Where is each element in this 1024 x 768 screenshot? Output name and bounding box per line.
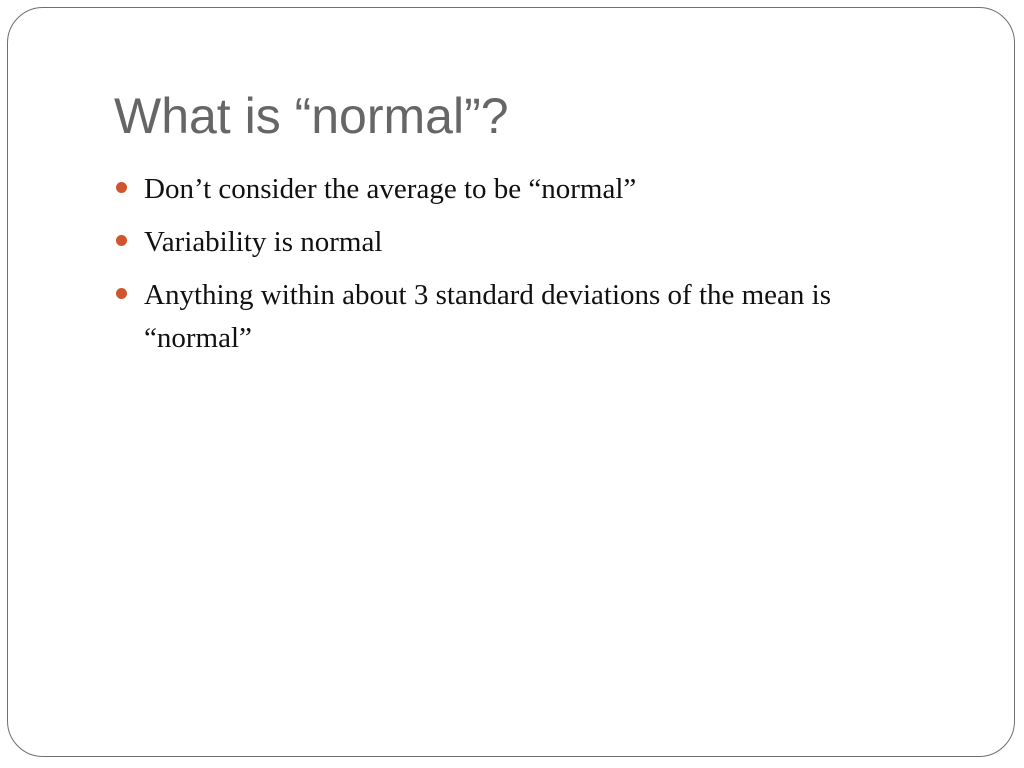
bullet-text: Anything within about 3 standard deviations of the mean is “normal” bbox=[144, 279, 832, 354]
bullet-item-3 bbox=[114, 274, 934, 360]
bullet-item-2 bbox=[114, 221, 934, 264]
bullet-text: Variability is normal bbox=[144, 226, 383, 258]
bullet-dot-icon bbox=[116, 288, 127, 299]
bullet-text: Don’t consider the average to be “normal” bbox=[144, 173, 637, 205]
bullet-dot-icon bbox=[116, 235, 127, 246]
bullet-dot-icon bbox=[116, 182, 127, 193]
slide-title: What is “normal”? bbox=[114, 88, 509, 144]
bullet-list bbox=[114, 168, 934, 370]
bullet-item-1 bbox=[114, 168, 934, 211]
